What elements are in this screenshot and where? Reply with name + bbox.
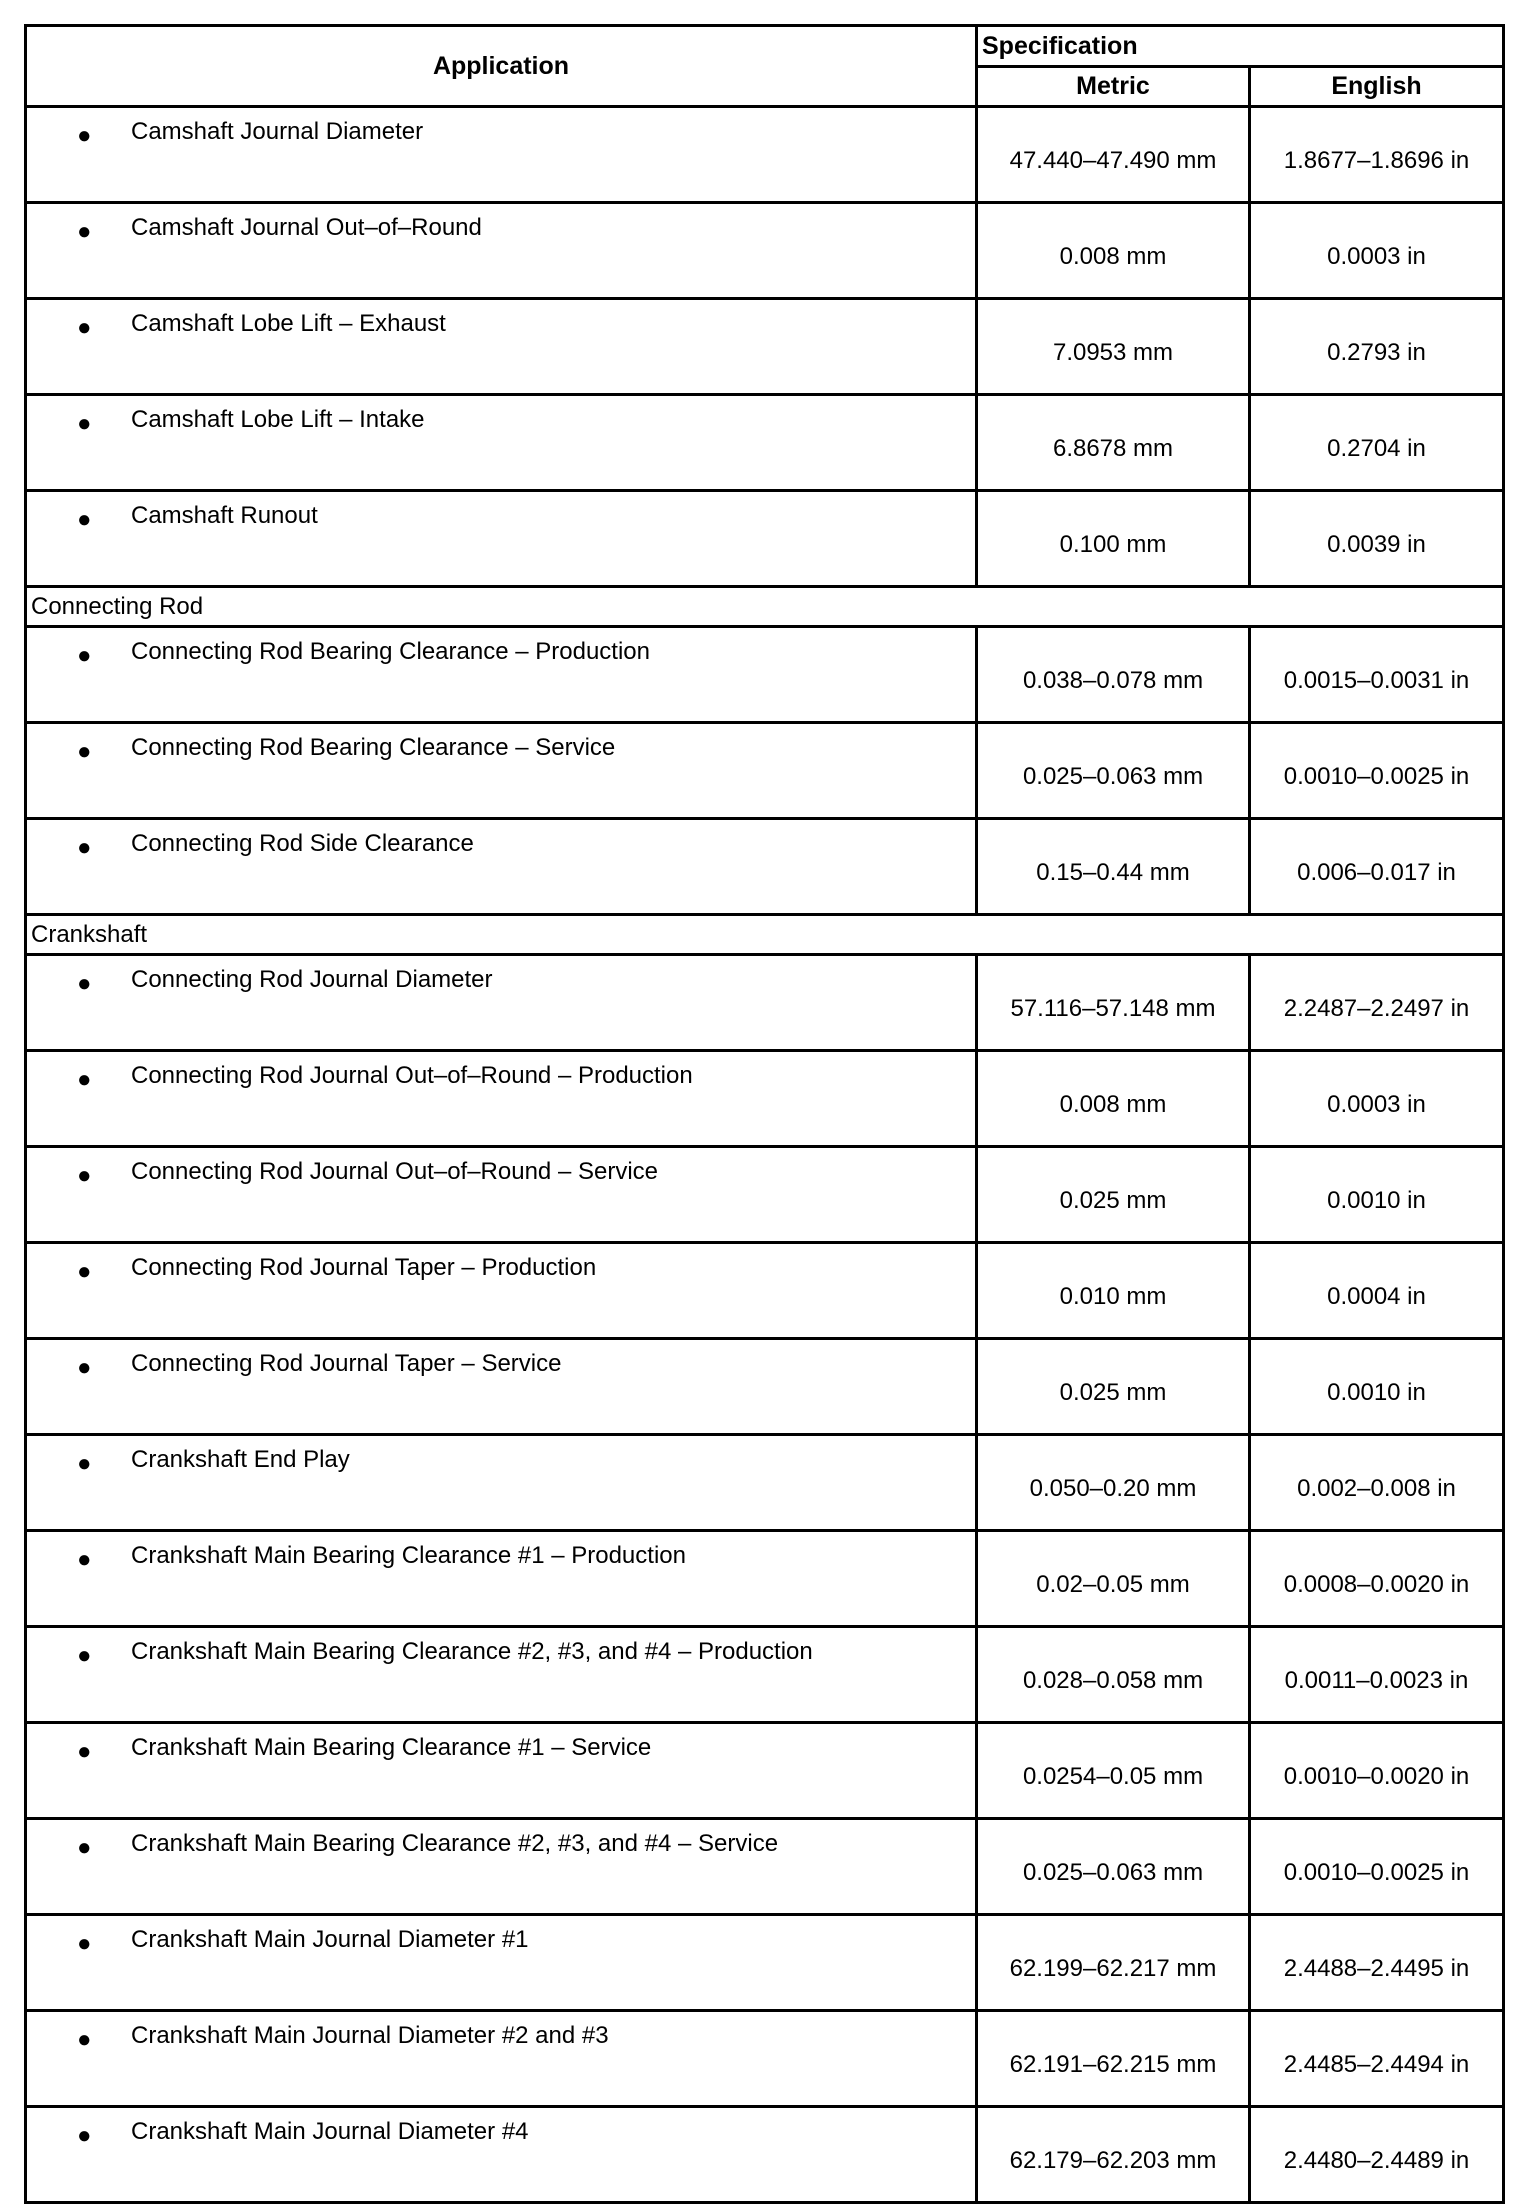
metric-value: 0.008 mm: [977, 1051, 1250, 1147]
metric-value: 7.0953 mm: [977, 299, 1250, 395]
english-value: 0.2793 in: [1250, 299, 1504, 395]
application-cell: [26, 1531, 977, 1627]
application-label: Camshaft Lobe Lift – Intake: [131, 406, 425, 433]
table-row: [26, 1435, 1504, 1531]
table-row: [26, 1243, 1504, 1339]
metric-value: 62.179–62.203 mm: [977, 2107, 1250, 2203]
table-row: [26, 395, 1504, 491]
table-row: [26, 2107, 1504, 2203]
english-value: 0.0010–0.0025 in: [1250, 723, 1504, 819]
english-value: 1.8677–1.8696 in: [1250, 107, 1504, 203]
metric-value: 0.008 mm: [977, 203, 1250, 299]
application-cell: [26, 1627, 977, 1723]
metric-value: 0.100 mm: [977, 491, 1250, 587]
metric-value: 0.0254–0.05 mm: [977, 1723, 1250, 1819]
metric-value: 62.191–62.215 mm: [977, 2011, 1250, 2107]
table-row: [26, 1339, 1504, 1435]
bullet-icon: ●: [77, 1738, 92, 1765]
application-label: Connecting Rod Journal Taper – Service: [131, 1350, 562, 1377]
english-value: 0.0008–0.0020 in: [1250, 1531, 1504, 1627]
application-label: Crankshaft Main Bearing Clearance #1 – Service: [131, 1734, 652, 1761]
application-label: Crankshaft Main Journal Diameter #2 and #3: [131, 2022, 609, 2049]
application-cell: [26, 1147, 977, 1243]
bullet-icon: ●: [77, 834, 92, 861]
section-label: Connecting Rod: [26, 587, 1504, 627]
english-value: 2.4485–2.4494 in: [1250, 2011, 1504, 2107]
application-cell: [26, 107, 977, 203]
application-label: Camshaft Runout: [131, 502, 318, 529]
bullet-icon: ●: [77, 122, 92, 149]
english-value: 0.0039 in: [1250, 491, 1504, 587]
application-cell: [26, 491, 977, 587]
table-row: [26, 1627, 1504, 1723]
english-value: 2.4488–2.4495 in: [1250, 1915, 1504, 2011]
english-value: 0.0004 in: [1250, 1243, 1504, 1339]
table-row: [26, 1147, 1504, 1243]
metric-value: 0.025 mm: [977, 1147, 1250, 1243]
bullet-icon: ●: [77, 2122, 92, 2149]
metric-value: 0.025–0.063 mm: [977, 723, 1250, 819]
application-label: Connecting Rod Journal Taper – Production: [131, 1254, 597, 1281]
metric-value: 0.050–0.20 mm: [977, 1435, 1250, 1531]
application-cell: [26, 1915, 977, 2011]
bullet-icon: ●: [77, 1546, 92, 1573]
bullet-icon: ●: [77, 506, 92, 533]
bullet-icon: ●: [77, 1258, 92, 1285]
specification-table: [24, 24, 1505, 2204]
english-value: 0.0010–0.0025 in: [1250, 1819, 1504, 1915]
english-value: 2.4480–2.4489 in: [1250, 2107, 1504, 2203]
metric-value: 0.038–0.078 mm: [977, 627, 1250, 723]
bullet-icon: ●: [77, 642, 92, 669]
application-label: Camshaft Journal Out–of–Round: [131, 214, 482, 241]
metric-value: 6.8678 mm: [977, 395, 1250, 491]
english-value: 0.0003 in: [1250, 1051, 1504, 1147]
bullet-icon: ●: [77, 1834, 92, 1861]
bullet-icon: ●: [77, 738, 92, 765]
application-cell: [26, 299, 977, 395]
metric-value: 0.02–0.05 mm: [977, 1531, 1250, 1627]
bullet-icon: ●: [77, 410, 92, 437]
table-body: [26, 107, 1504, 2203]
bullet-icon: ●: [77, 2026, 92, 2053]
application-cell: [26, 723, 977, 819]
application-header: Application: [26, 26, 977, 107]
metric-value: 57.116–57.148 mm: [977, 955, 1250, 1051]
section-row: [26, 915, 1504, 955]
metric-value: 0.025 mm: [977, 1339, 1250, 1435]
application-label: Connecting Rod Journal Out–of–Round – Service: [131, 1158, 658, 1185]
english-value: 0.0010 in: [1250, 1147, 1504, 1243]
application-label: Crankshaft Main Bearing Clearance #2, #3, and #4 – Production: [131, 1638, 813, 1665]
bullet-icon: ●: [77, 1354, 92, 1381]
application-cell: [26, 1339, 977, 1435]
table-row: [26, 1531, 1504, 1627]
english-value: 0.0011–0.0023 in: [1250, 1627, 1504, 1723]
table-row: [26, 491, 1504, 587]
table-row: [26, 723, 1504, 819]
english-value: 0.2704 in: [1250, 395, 1504, 491]
application-cell: [26, 1819, 977, 1915]
application-cell: [26, 395, 977, 491]
english-header: English: [1250, 67, 1504, 107]
application-cell: [26, 955, 977, 1051]
application-cell: [26, 819, 977, 915]
application-label: Crankshaft Main Bearing Clearance #1 – Production: [131, 1542, 686, 1569]
application-cell: [26, 1243, 977, 1339]
english-value: 0.0015–0.0031 in: [1250, 627, 1504, 723]
table-row: [26, 955, 1504, 1051]
metric-header: Metric: [977, 67, 1250, 107]
application-label: Connecting Rod Journal Diameter: [131, 966, 493, 993]
english-value: 2.2487–2.2497 in: [1250, 955, 1504, 1051]
section-label: Crankshaft: [26, 915, 1504, 955]
application-label: Connecting Rod Bearing Clearance – Service: [131, 734, 616, 761]
bullet-icon: ●: [77, 218, 92, 245]
application-cell: [26, 627, 977, 723]
specification-header: Specification: [977, 26, 1504, 67]
application-label: Crankshaft Main Journal Diameter #1: [131, 1926, 529, 1953]
application-label: Crankshaft Main Journal Diameter #4: [131, 2118, 529, 2145]
english-value: 0.0003 in: [1250, 203, 1504, 299]
application-label: Connecting Rod Journal Out–of–Round – Production: [131, 1062, 693, 1089]
application-cell: [26, 1435, 977, 1531]
application-cell: [26, 1051, 977, 1147]
table-row: [26, 299, 1504, 395]
application-label: Camshaft Journal Diameter: [131, 118, 424, 145]
bullet-icon: ●: [77, 1162, 92, 1189]
table-row: [26, 1723, 1504, 1819]
bullet-icon: ●: [77, 1930, 92, 1957]
application-label: Connecting Rod Bearing Clearance – Production: [131, 638, 650, 665]
bullet-icon: ●: [77, 1642, 92, 1669]
bullet-icon: ●: [77, 1450, 92, 1477]
english-value: 0.0010 in: [1250, 1339, 1504, 1435]
application-cell: [26, 2107, 977, 2203]
application-label: Connecting Rod Side Clearance: [131, 830, 474, 857]
metric-value: 0.028–0.058 mm: [977, 1627, 1250, 1723]
metric-value: 0.15–0.44 mm: [977, 819, 1250, 915]
metric-value: 62.199–62.217 mm: [977, 1915, 1250, 2011]
metric-value: 0.025–0.063 mm: [977, 1819, 1250, 1915]
table-row: [26, 1819, 1504, 1915]
table-row: [26, 203, 1504, 299]
bullet-icon: ●: [77, 970, 92, 997]
application-label: Crankshaft End Play: [131, 1446, 350, 1473]
table-row: [26, 627, 1504, 723]
metric-value: 47.440–47.490 mm: [977, 107, 1250, 203]
english-value: 0.002–0.008 in: [1250, 1435, 1504, 1531]
application-cell: [26, 2011, 977, 2107]
section-row: [26, 587, 1504, 627]
application-cell: [26, 203, 977, 299]
english-value: 0.0010–0.0020 in: [1250, 1723, 1504, 1819]
application-label: Camshaft Lobe Lift – Exhaust: [131, 310, 446, 337]
table-row: [26, 819, 1504, 915]
bullet-icon: ●: [77, 314, 92, 341]
bullet-icon: ●: [77, 1066, 92, 1093]
english-value: 0.006–0.017 in: [1250, 819, 1504, 915]
table-row: [26, 107, 1504, 203]
application-label: Crankshaft Main Bearing Clearance #2, #3, and #4 – Service: [131, 1830, 779, 1857]
table-row: [26, 2011, 1504, 2107]
table-row: [26, 1051, 1504, 1147]
table-row: [26, 1915, 1504, 2011]
application-cell: [26, 1723, 977, 1819]
metric-value: 0.010 mm: [977, 1243, 1250, 1339]
